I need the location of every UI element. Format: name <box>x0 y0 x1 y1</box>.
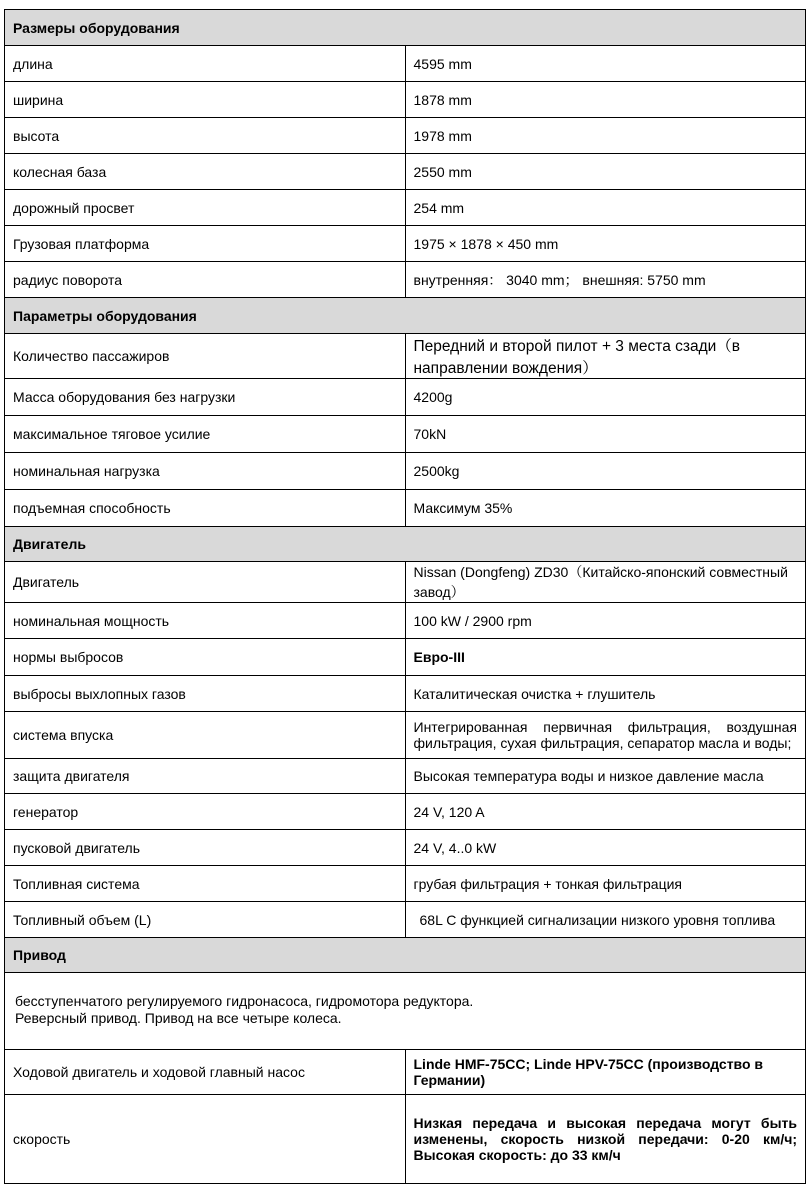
row-value: Каталитическая очистка + глушитель <box>405 676 806 712</box>
table-row <box>5 190 806 226</box>
table-row <box>5 712 806 759</box>
row-label: Двигатель <box>5 562 406 603</box>
paragraph-row <box>5 973 806 1050</box>
row-label: Масса оборудования без нагрузки <box>5 379 406 416</box>
row-value: 24 V, 120 A <box>405 794 806 830</box>
row-value: внутренняя： 3040 mm； внешняя: 5750 mm <box>405 262 806 298</box>
table-row <box>5 490 806 527</box>
row-label: защита двигателя <box>5 759 406 794</box>
row-value: Высокая температура воды и низкое давление масла <box>405 759 806 794</box>
row-label: скорость <box>5 1095 406 1184</box>
table-row <box>5 453 806 490</box>
row-label: выбросы выхлопных газов <box>5 676 406 712</box>
row-label: Топливная система <box>5 866 406 902</box>
table-row <box>5 639 806 676</box>
table-row <box>5 830 806 866</box>
drive-description-line: Реверсный привод. Привод на все четыре колеса. <box>15 1010 342 1026</box>
row-value: 2500kg <box>405 453 806 490</box>
table-row <box>5 334 806 379</box>
row-label: длина <box>5 46 406 82</box>
row-label: Количество пассажиров <box>5 334 406 379</box>
table-row <box>5 226 806 262</box>
table-row <box>5 262 806 298</box>
table-row <box>5 1095 806 1184</box>
row-value: 1878 mm <box>405 82 806 118</box>
table-row <box>5 562 806 603</box>
row-value: 4200g <box>405 379 806 416</box>
row-value: 24 V, 4..0 kW <box>405 830 806 866</box>
table-row <box>5 759 806 794</box>
row-label: система впуска <box>5 712 406 759</box>
row-value: 1978 mm <box>405 118 806 154</box>
row-value: 4595 mm <box>405 46 806 82</box>
row-value: 254 mm <box>405 190 806 226</box>
row-label: пусковой двигатель <box>5 830 406 866</box>
table-row <box>5 118 806 154</box>
row-label: номинальная мощность <box>5 603 406 639</box>
row-label: подъемная способность <box>5 490 406 527</box>
table-row <box>5 902 806 938</box>
row-value: Linde HMF-75CC; Linde HPV-75CC (производство в Германии) <box>405 1050 806 1095</box>
row-label: дорожный просвет <box>5 190 406 226</box>
row-value: Передний и второй пилот + 3 места сзади（в направлении вождения） <box>405 334 806 379</box>
table-row <box>5 603 806 639</box>
row-label: радиус поворота <box>5 262 406 298</box>
row-label: Топливный объем (L) <box>5 902 406 938</box>
row-value: 2550 mm <box>405 154 806 190</box>
table-row <box>5 82 806 118</box>
row-label: номинальная нагрузка <box>5 453 406 490</box>
section-header-row <box>5 10 806 46</box>
section-title-dimensions: Размеры оборудования <box>5 10 806 46</box>
row-value: Интегрированная первичная фильтрация, воздушная фильтрация, сухая фильтрация, сепаратор масла и воды; <box>405 712 806 759</box>
row-label: высота <box>5 118 406 154</box>
section-title-parameters: Параметры оборудования <box>5 298 806 334</box>
table-row <box>5 416 806 453</box>
specification-document <box>4 9 806 1184</box>
row-label: нормы выбросов <box>5 639 406 676</box>
row-value: Евро-III <box>405 639 806 676</box>
section-title-drive: Привод <box>5 938 806 973</box>
row-value: грубая фильтрация + тонкая фильтрация <box>405 866 806 902</box>
row-label: Грузовая платформа <box>5 226 406 262</box>
section-header-row <box>5 938 806 973</box>
row-value: Nissan (Dongfeng) ZD30（Китайско-японский совместный завод） <box>405 562 806 603</box>
row-label: генератор <box>5 794 406 830</box>
section-header-row <box>5 527 806 562</box>
row-label: максимальное тяговое усилие <box>5 416 406 453</box>
table-row <box>5 676 806 712</box>
spec-table <box>4 9 806 1184</box>
row-value: 100 kW / 2900 rpm <box>405 603 806 639</box>
row-value: 68L С функцией сигнализации низкого уровня топлива <box>405 902 806 938</box>
table-row <box>5 154 806 190</box>
row-value: Низкая передача и высокая передача могут быть изменены, скорость низкой передачи: 0-20 км/ч; Высокая скорость: до 33 км/ч <box>405 1095 806 1184</box>
section-header-row <box>5 298 806 334</box>
table-row <box>5 1050 806 1095</box>
row-value: 70kN <box>405 416 806 453</box>
table-row <box>5 794 806 830</box>
section-title-engine: Двигатель <box>5 527 806 562</box>
row-label: Ходовой двигатель и ходовой главный насос <box>5 1050 406 1095</box>
row-label: колесная база <box>5 154 406 190</box>
row-value: 1975 × 1878 × 450 mm <box>405 226 806 262</box>
table-row <box>5 379 806 416</box>
row-value: Максимум 35% <box>405 490 806 527</box>
row-label: ширина <box>5 82 406 118</box>
table-row <box>5 866 806 902</box>
table-row <box>5 46 806 82</box>
drive-description <box>5 973 806 1050</box>
drive-description-line: бесступенчатого регулируемого гидронасоса, гидромотора редуктора. <box>15 993 474 1009</box>
